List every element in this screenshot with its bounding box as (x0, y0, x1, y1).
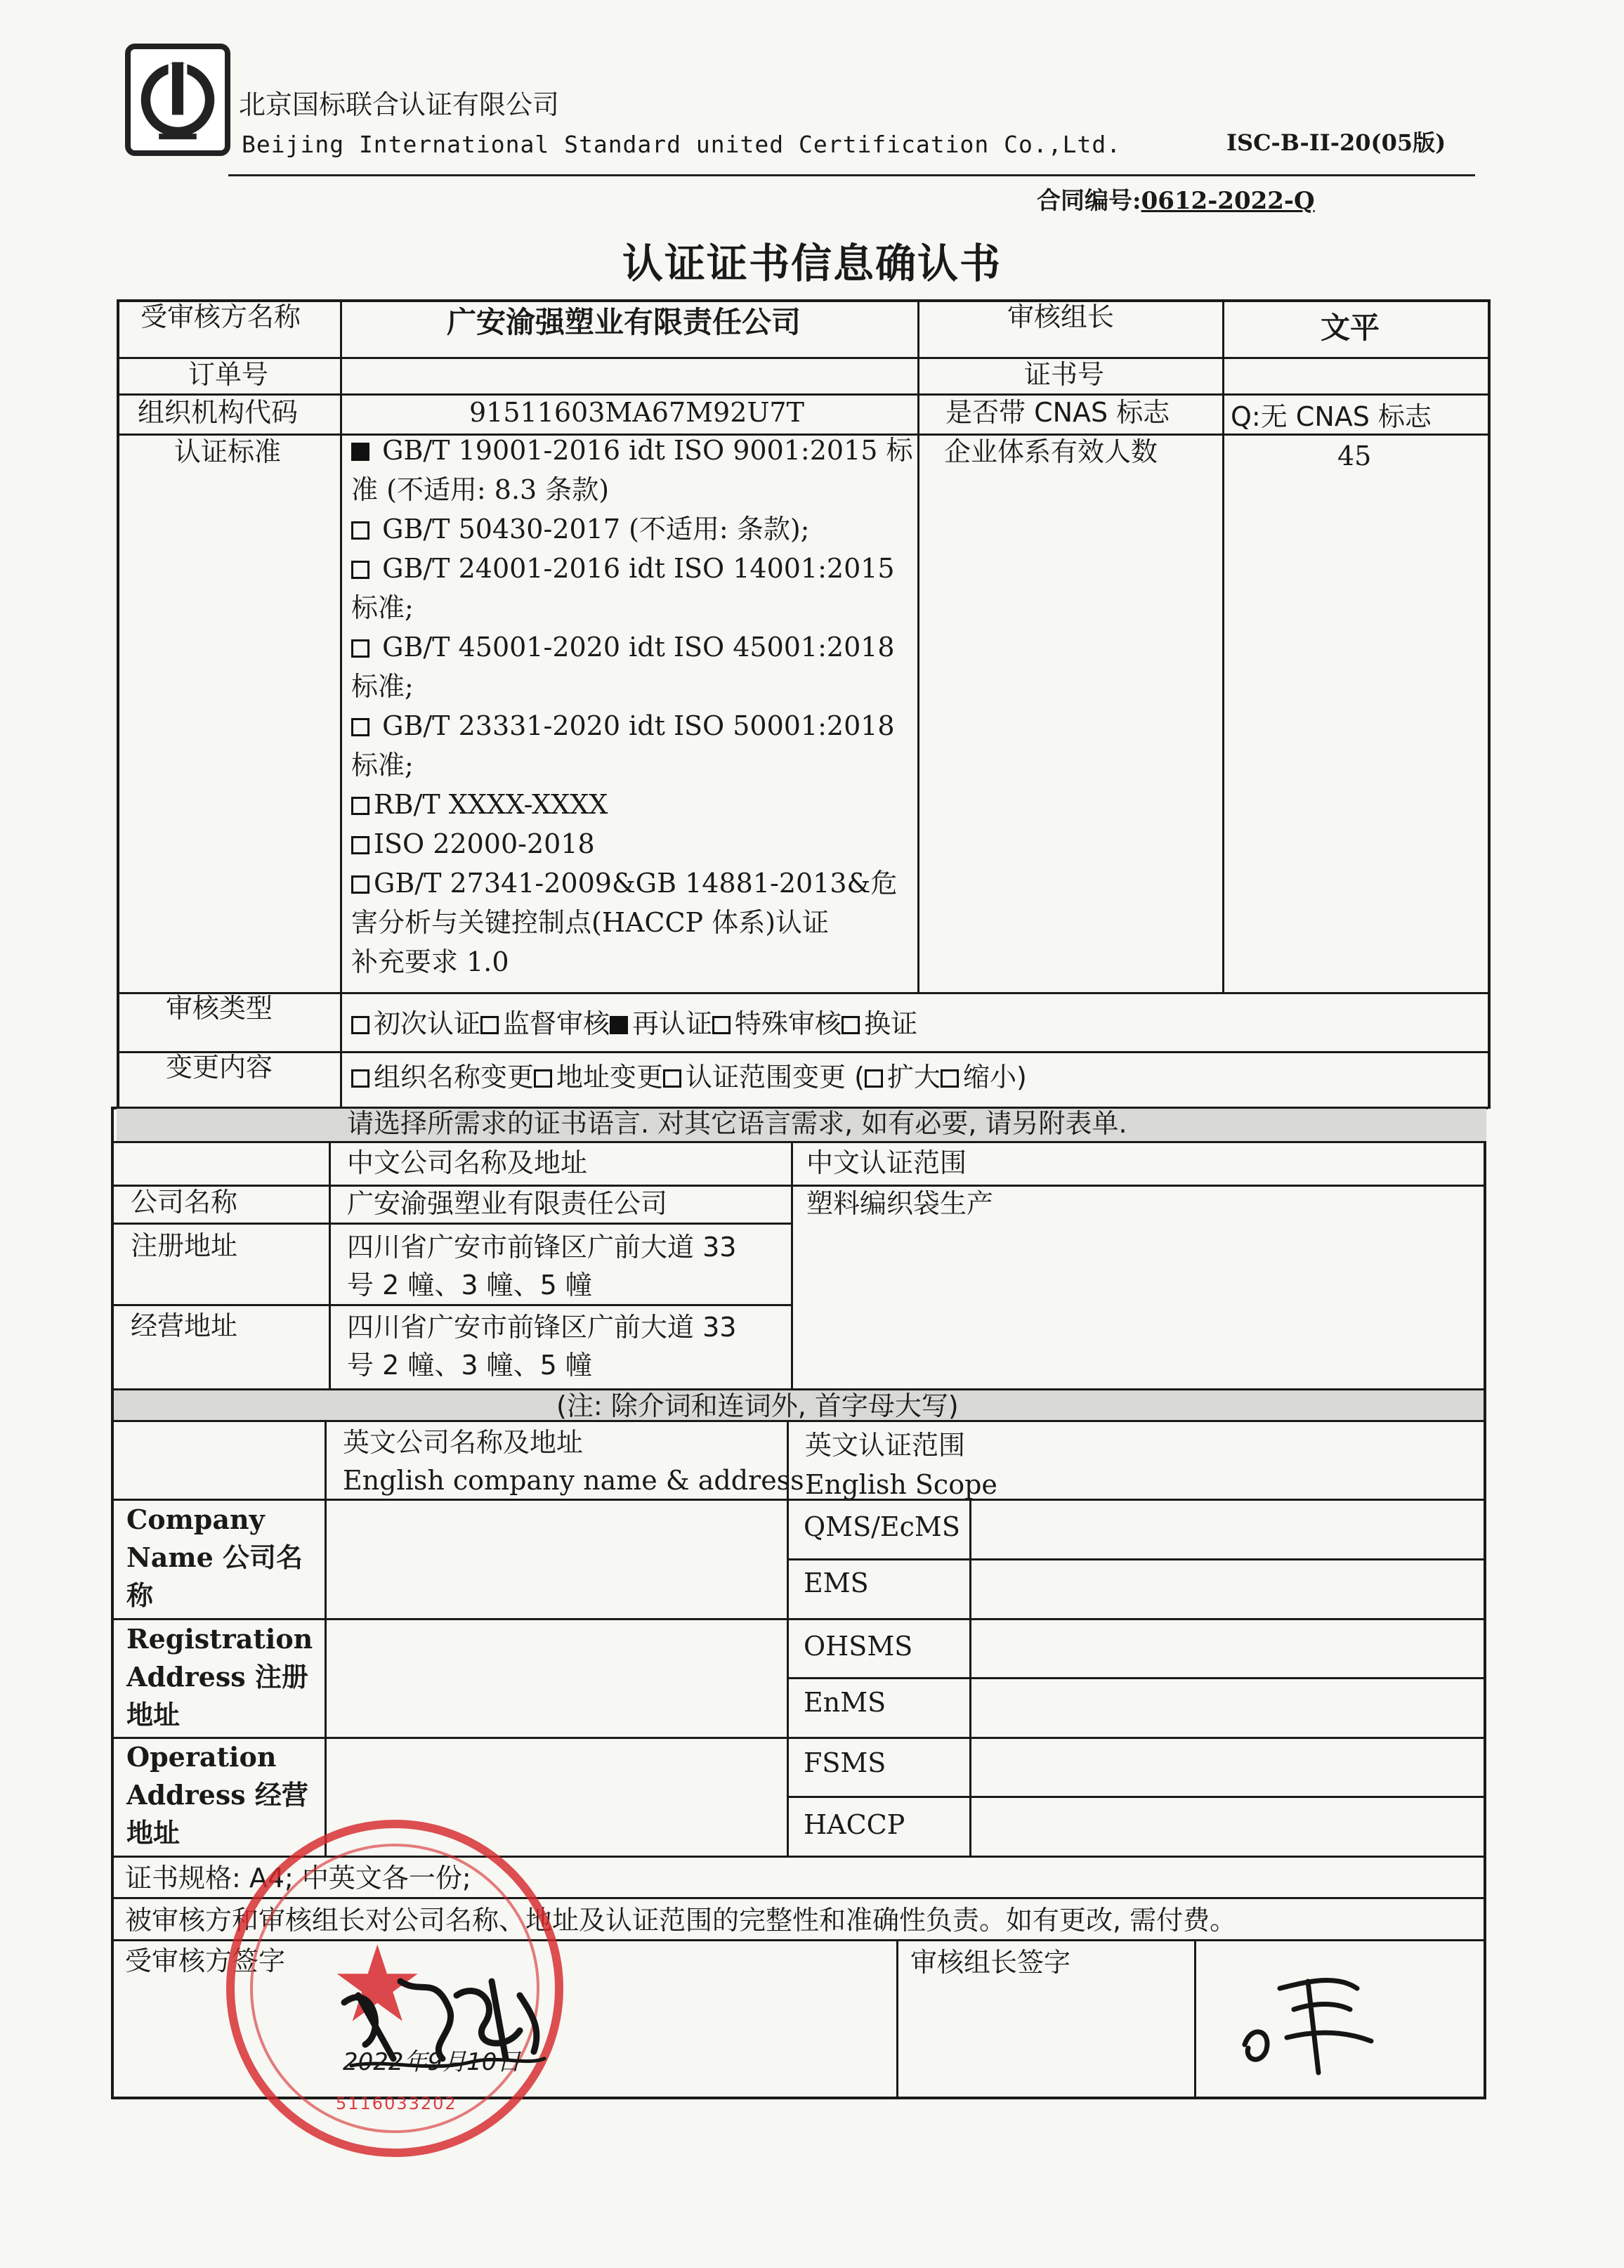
en-op-label: Operation (126, 1741, 277, 1773)
cn-op-value-2: 号 2 幢、3 幢、5 幢 (347, 1350, 592, 1381)
checkbox-icon (351, 797, 369, 815)
certificate-spec: 证书规格: A4; 中英文各一份; (125, 1863, 471, 1894)
cn-op-label: 经营地址 (131, 1310, 238, 1341)
cn-reg-value: 四川省广安市前锋区广前大道 33 (347, 1232, 737, 1263)
cnas-label: 是否带 CNAS 标志 (945, 397, 1170, 428)
system-ohsms: OHSMS (804, 1631, 913, 1662)
cn-reg-label: 注册地址 (131, 1230, 238, 1261)
en-company-label-3: 称 (126, 1579, 154, 1611)
staff-label: 企业体系有效人数 (944, 436, 1158, 467)
en-reg-label: Registration (126, 1623, 313, 1655)
checkbox-icon (351, 1069, 369, 1088)
change-label: 变更内容 (166, 1052, 273, 1083)
standard-item[interactable]: GB/T 50430-2017 (不适用: 条款); (351, 510, 809, 548)
auditee-value: 广安渝强塑业有限责任公司 (447, 305, 801, 339)
checkbox-icon (865, 1069, 883, 1088)
checkbox-icon (351, 521, 369, 540)
change-expand[interactable]: 扩大 (865, 1062, 941, 1093)
checkbox-icon (480, 1016, 499, 1034)
standard-item[interactable]: GB/T 45001-2020 idt ISO 45001:2018 (351, 628, 895, 666)
audit-type-initial[interactable]: 初次认证 (351, 1008, 480, 1039)
staff-value: 45 (1337, 441, 1372, 471)
en-company-label-2: Name 公司名 (126, 1542, 303, 1573)
change-name[interactable]: 组织名称变更 (351, 1062, 534, 1093)
standard-item-line: 害分析与关键控制点(HACCP 体系)认证 (351, 907, 830, 938)
org-code-label: 组织机构代码 (138, 397, 299, 428)
en-scope-header: 英文认证范围 (805, 1430, 966, 1461)
checkbox-checked-icon (610, 1016, 628, 1034)
change-scope[interactable]: 认证范围变更 ( (663, 1062, 865, 1093)
checkbox-icon (351, 836, 369, 854)
en-scope-header-en: English Scope (805, 1469, 997, 1500)
checkbox-icon (941, 1069, 959, 1088)
audit-type-options (351, 1005, 917, 1043)
seal-star-icon: ★ (330, 1924, 425, 2046)
cnas-value: Q:无 CNAS 标志 (1231, 401, 1432, 432)
en-op-label-3: 地址 (126, 1817, 181, 1849)
cn-scope-header: 中文认证范围 (806, 1147, 967, 1178)
en-name-address-header-en: English company name & address (343, 1465, 804, 1496)
en-reg-label-2: Address 注册 (126, 1661, 308, 1693)
leader-sign-label: 审核组长签字 (910, 1947, 1071, 1978)
company-logo (125, 44, 230, 156)
standard-label: 认证标准 (174, 436, 282, 467)
change-address[interactable]: 地址变更 (534, 1062, 663, 1093)
standard-item-line: 标准; (351, 671, 414, 702)
standard-item[interactable]: GB/T 23331-2020 idt ISO 50001:2018 (351, 707, 895, 745)
leader-value: 文平 (1321, 311, 1380, 345)
checkbox-checked-icon (351, 443, 369, 461)
contract-label: 合同编号: (1037, 187, 1141, 215)
cn-company-label: 公司名称 (131, 1187, 238, 1218)
audit-type-recertification[interactable]: 再认证 (610, 1008, 712, 1039)
standard-item[interactable]: GB/T 19001-2016 idt ISO 9001:2015 标 (351, 431, 913, 469)
audit-type-renewal[interactable]: 换证 (842, 1008, 917, 1039)
system-qms: QMS/EcMS (804, 1511, 960, 1542)
en-op-label-2: Address 经营 (126, 1779, 308, 1811)
audit-type-surveillance[interactable]: 监督审核 (480, 1008, 610, 1039)
checkbox-icon (351, 875, 369, 894)
contract-value: 0612-2022-Q (1141, 187, 1315, 215)
audit-type-label: 审核类型 (166, 993, 273, 1024)
checkbox-icon (842, 1016, 860, 1034)
cn-scope-value: 塑料编织袋生产 (806, 1188, 994, 1219)
change-reduce[interactable]: 缩小) (941, 1062, 1027, 1093)
standard-item-line: 标准; (351, 750, 414, 781)
checkbox-icon (351, 561, 369, 579)
standard-item[interactable]: GB/T 24001-2016 idt ISO 14001:2015 (351, 549, 895, 587)
system-haccp: HACCP (804, 1809, 905, 1840)
system-ems: EMS (804, 1568, 869, 1598)
en-name-address-header: 英文公司名称及地址 (343, 1427, 584, 1458)
checkbox-icon (351, 1016, 369, 1034)
cn-op-value: 四川省广安市前锋区广前大道 33 (347, 1312, 737, 1343)
standard-item[interactable]: ISO 22000-2018 (351, 825, 595, 863)
auditee-sign-label: 受审核方签字 (125, 1946, 286, 1976)
order-label: 订单号 (188, 359, 269, 390)
checkbox-icon (351, 718, 369, 736)
system-enms: EnMS (804, 1687, 886, 1718)
checkbox-icon (534, 1069, 552, 1088)
company-name-en: Beijing International Standard united Certification Co.,Ltd. (242, 131, 1122, 158)
cn-reg-value-2: 号 2 幢、3 幢、5 幢 (347, 1270, 592, 1301)
standard-item[interactable]: RB/T XXXX-XXXX (351, 786, 608, 823)
page-title: 认证证书信息确认书 (622, 240, 1002, 287)
header-rule (228, 174, 1475, 176)
auditee-label: 受审核方名称 (140, 301, 301, 332)
cert-no-label: 证书号 (1024, 359, 1105, 390)
responsibility-note: 被审核方和审核组长对公司名称、地址及认证范围的完整性和准确性负责。如有更改, 需付费。 (125, 1905, 1237, 1936)
capitalization-note: (注: 除介词和连词外, 首字母大写) (556, 1390, 959, 1421)
standard-item-line: 准 (不适用: 8.3 条款) (351, 474, 610, 505)
form-code: ISC-B-II-20(05版) (1226, 129, 1446, 156)
cn-name-address-header: 中文公司名称及地址 (347, 1147, 588, 1178)
audit-type-special[interactable]: 特殊审核 (712, 1008, 842, 1039)
language-note: 请选择所需求的证书语言. 对其它语言需求, 如有必要, 请另附表单. (347, 1108, 1127, 1139)
leader-signature (1231, 1960, 1385, 2080)
standard-item[interactable]: GB/T 27341-2009&GB 14881-2013&危 (351, 864, 897, 902)
checkbox-icon (663, 1069, 681, 1088)
en-reg-label-3: 地址 (126, 1699, 181, 1731)
standard-item-line: 标准; (351, 592, 414, 623)
checkbox-icon (712, 1016, 731, 1034)
checkbox-icon (351, 639, 369, 658)
system-fsms: FSMS (804, 1747, 886, 1778)
seal-number: 5116033202 (336, 2094, 457, 2113)
leader-label: 审核组长 (1007, 301, 1115, 332)
en-company-label: Company (126, 1504, 265, 1535)
change-options (351, 1058, 1027, 1096)
signature-date: 2022年9月10日 (343, 2048, 521, 2076)
cn-company-value: 广安渝强塑业有限责任公司 (347, 1188, 668, 1219)
contract-number (1037, 181, 1315, 216)
org-code-value: 91511603MA67M92U7T (469, 397, 804, 428)
standard-item-line: 补充要求 1.0 (351, 946, 509, 977)
company-name-cn: 北京国标联合认证有限公司 (239, 89, 560, 120)
